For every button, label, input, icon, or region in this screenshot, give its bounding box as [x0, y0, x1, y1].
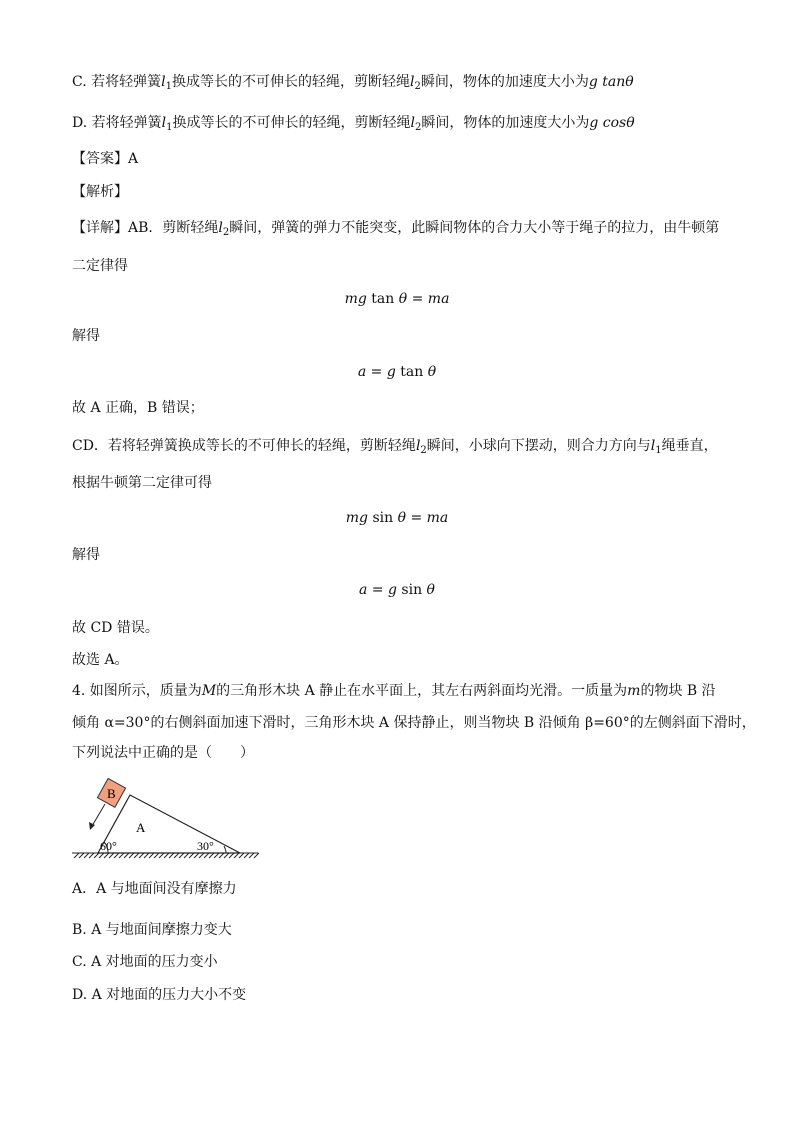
- hatch-mark: [194, 853, 199, 858]
- equation-4: a = g sin θ: [359, 582, 435, 598]
- hatch-mark: [84, 853, 89, 858]
- mass-big-symbol: M: [201, 683, 217, 699]
- answer-line: [72, 149, 138, 169]
- hatch-mark: [94, 853, 99, 858]
- jiede-2: 解得: [72, 547, 100, 563]
- option-d-text: D. 若将轻弹簧$l_1$换成等长的不可伸长的轻绳，剪断轻绳$l_2$瞬间，物体的加速度大小为g cosθ: [72, 115, 635, 133]
- hatch-mark: [79, 853, 84, 858]
- hatch-mark: [224, 853, 229, 858]
- option-d-formula: g cosθ: [589, 115, 635, 131]
- hatch-mark: [244, 853, 249, 858]
- hatch-mark: [114, 853, 119, 858]
- hatch-mark: [134, 853, 139, 858]
- option-a: A．A 与地面间没有摩擦力: [72, 881, 237, 897]
- question-4-line-2: 倾角 α=30°的右侧斜面加速下滑时，三角形木块 A 保持静止，则当物块 B 沿倾角 β=60°的左侧斜面下滑时，: [72, 715, 756, 731]
- hatch-mark: [199, 853, 204, 858]
- final-answer: 故选 A。: [72, 652, 129, 668]
- answer-value: A: [128, 151, 139, 167]
- left-angle-label: 60°: [100, 839, 117, 853]
- equation-2: a = g tan θ: [357, 364, 437, 380]
- question-4-line-3: 下列说法中正确的是（ ）: [72, 745, 254, 761]
- analysis-label: 【解析】: [72, 184, 128, 200]
- hatch-mark: [129, 853, 134, 858]
- ground-hatching: [72, 853, 259, 858]
- option-d: D. A 对地面的压力大小不变: [72, 987, 247, 1003]
- hatch-mark: [179, 853, 184, 858]
- hatch-mark: [144, 853, 149, 858]
- hatch-mark: [229, 853, 234, 858]
- hatch-mark: [149, 853, 154, 858]
- hatch-mark: [89, 853, 94, 858]
- hatch-mark: [189, 853, 194, 858]
- answer-label: 【答案】: [72, 151, 128, 167]
- detail-line-cd-2: 根据牛顿第二定律可得: [72, 475, 212, 491]
- hatch-mark: [119, 853, 124, 858]
- equation-1: mg tan θ = ma: [344, 291, 450, 307]
- equation-3: mg sin θ = ma: [345, 510, 449, 526]
- option-c-text: C. 若将轻弹簧$l_1$换成等长的不可伸长的轻绳，剪断轻绳$l_2$瞬间，物体的加速度大小为g tanθ: [72, 74, 634, 92]
- hatch-mark: [169, 853, 174, 858]
- hatch-mark: [214, 853, 219, 858]
- question-4-line-1: 4. 如图所示，质量为M的三角形木块 A 静止在水平面上，其左右两斜面均光滑。一质量为m的物块 B 沿: [72, 683, 716, 699]
- hatch-mark: [154, 853, 159, 858]
- hatch-mark: [249, 853, 254, 858]
- hatch-mark: [219, 853, 224, 858]
- hatch-mark: [234, 853, 239, 858]
- hatch-mark: [254, 853, 259, 858]
- wedge-a-label: A: [136, 820, 146, 835]
- option-b: B. A 与地面间摩擦力变大: [72, 922, 232, 938]
- hatch-mark: [239, 853, 244, 858]
- hatch-mark: [99, 853, 104, 858]
- hatch-mark: [124, 853, 129, 858]
- option-c: C. A 对地面的压力变小: [72, 954, 218, 970]
- option-c-formula: g tanθ: [588, 74, 634, 90]
- wedge-a: [98, 795, 240, 853]
- mass-small-symbol: m: [627, 683, 641, 699]
- block-b-label: B: [107, 786, 116, 801]
- right-angle-label: 30°: [197, 839, 214, 853]
- hatch-mark: [109, 853, 114, 858]
- hatch-mark: [174, 853, 179, 858]
- jiede-1: 解得: [72, 328, 100, 344]
- detail-line-1: 【详解】AB．剪断轻绳$l_2$瞬间，弹簧的弹力不能突变，此瞬间物体的合力大小等于绳子的拉力，由牛顿第: [72, 220, 720, 238]
- hatch-mark: [159, 853, 164, 858]
- hatch-mark: [139, 853, 144, 858]
- hatch-mark: [204, 853, 209, 858]
- detail-line-2: 二定律得: [72, 258, 128, 274]
- conclusion-1: 故 A 正确，B 错误；: [72, 400, 204, 416]
- conclusion-2: 故 CD 错误。: [72, 620, 159, 636]
- hatch-mark: [209, 853, 214, 858]
- motion-arrow: [92, 804, 105, 826]
- wedge-figure: [70, 776, 270, 866]
- hatch-mark: [104, 853, 109, 858]
- hatch-mark: [74, 853, 79, 858]
- hatch-mark: [184, 853, 189, 858]
- detail-line-cd: CD．若将轻弹簧换成等长的不可伸长的轻绳，剪断轻绳$l_2$瞬间，小球向下摆动，则合力方向与$l_1$绳垂直，: [72, 438, 718, 456]
- hatch-mark: [164, 853, 169, 858]
